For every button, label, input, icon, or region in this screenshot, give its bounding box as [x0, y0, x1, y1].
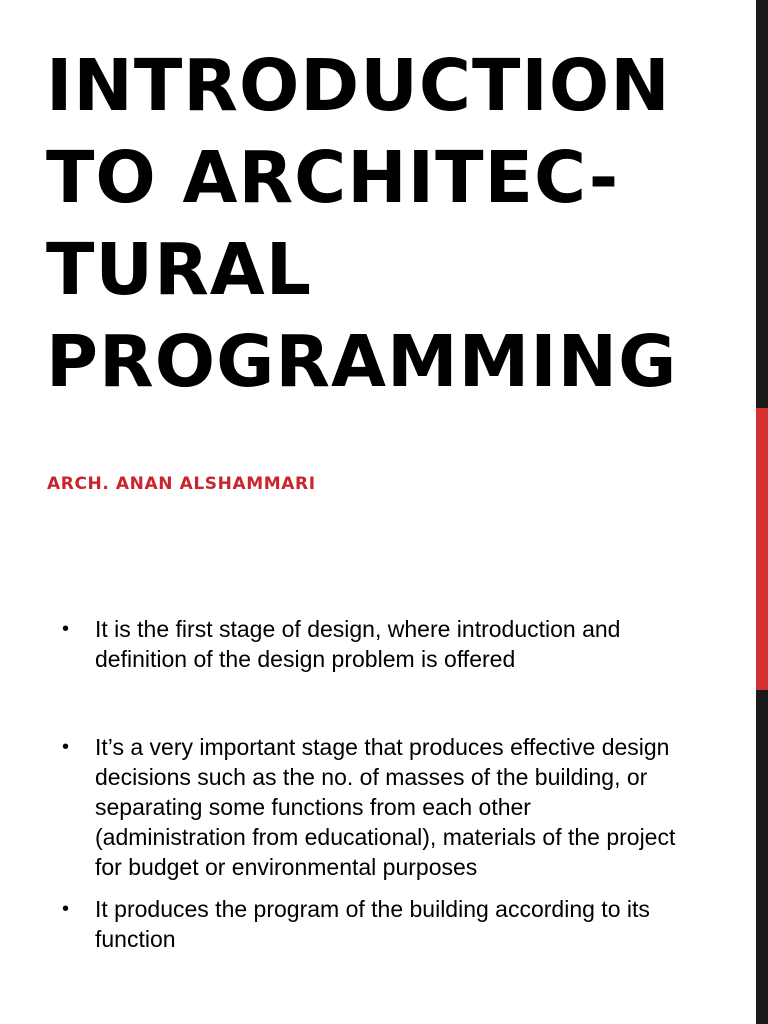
bullet-item: [62, 894, 682, 954]
bullet-item: [62, 614, 682, 674]
bullet-text: It produces the program of the building according to its function: [95, 896, 650, 952]
bullet-dot-icon: •: [62, 736, 70, 758]
bullet-dot-icon: •: [62, 898, 70, 920]
right-side-bar-accent: [756, 408, 768, 690]
title-line-1: INTRODUCTION: [46, 44, 671, 127]
slide-title: [46, 40, 746, 408]
bullet-text: It is the first stage of design, where introduction and definition of the design problem is offered: [95, 616, 621, 672]
bullet-dot-icon: •: [62, 618, 70, 640]
bullet-item: [62, 732, 682, 882]
author-name: ARCH. ANAN ALSHAMMARI: [47, 474, 316, 494]
bullet-text: It’s a very important stage that produces effective design decisions such as the no. of masses of the building, or separating some functions from each other (administration from educational), materials of the project for budget or environmental purposes: [95, 734, 676, 880]
title-line-4: PROGRAMMING: [46, 320, 678, 403]
title-line-2: TO ARCHITEC-: [46, 136, 620, 219]
title-line-3: TURAL: [46, 228, 312, 311]
bullet-list: [62, 614, 682, 954]
